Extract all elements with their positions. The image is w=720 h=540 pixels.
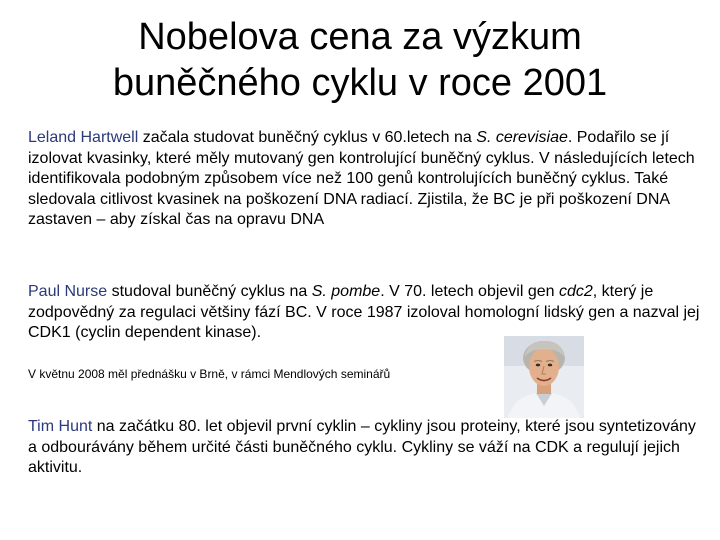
name-hunt: Tim Hunt xyxy=(28,418,93,435)
paragraph-nurse xyxy=(28,282,700,344)
title-line-1: Nobelova cena za výzkum xyxy=(138,16,582,58)
species-cerevisiae: S. cerevisiae xyxy=(476,129,568,146)
hartwell-text-2: . Podařilo se jí izolovat kvasinky, které měly mutovaný gen kontrolující buněčný cyklus. V následujících letech identifikovala podobným způsobem více než 100 genů kontrolujících buněčný cyklus. Také sledovala citlivost kvasinek na poškození DNA radiací. Zjistila, že BC je při poškození DNA zastaven – aby získal čas na opravu DNA xyxy=(28,129,695,228)
portrait-image xyxy=(504,336,584,418)
slide-title xyxy=(0,14,720,106)
hunt-text-1: na začátku 80. let objevil první cyklin – cykliny jsou proteiny, které jsou syntetizovány a odbourávány během určité části buněčného cyklu. Cykliny se váží na CDK a regulují jejich aktivitu. xyxy=(28,418,696,476)
name-hartwell: Leland Hartwell xyxy=(28,129,139,146)
species-pombe: S. pombe xyxy=(311,283,381,300)
portrait-photo xyxy=(504,336,584,418)
nurse-text-1: studoval buněčný cyklus na xyxy=(107,283,312,300)
gene-cdc2: cdc2 xyxy=(558,283,593,300)
nurse-text-2: . V 70. letech objevil gen xyxy=(380,283,559,300)
title-line-2: buněčného cyklu v roce 2001 xyxy=(112,62,608,104)
name-nurse: Paul Nurse xyxy=(28,283,108,300)
paragraph-hunt xyxy=(28,417,700,479)
paragraph-hartwell xyxy=(28,128,700,231)
hartwell-text-1: začala studovat buněčný cyklus v 60.letech na xyxy=(138,129,477,146)
nurse-text-3: , který je zodpovědný za regulaci většiny fází BC. V roce 1987 izoloval homologní lidský gen a nazval jej CDK1 (cyclin dependent kinase). xyxy=(28,283,700,341)
note-lecture: V květnu 2008 měl přednášku v Brně, v rámci Mendlových seminářů xyxy=(28,367,391,381)
